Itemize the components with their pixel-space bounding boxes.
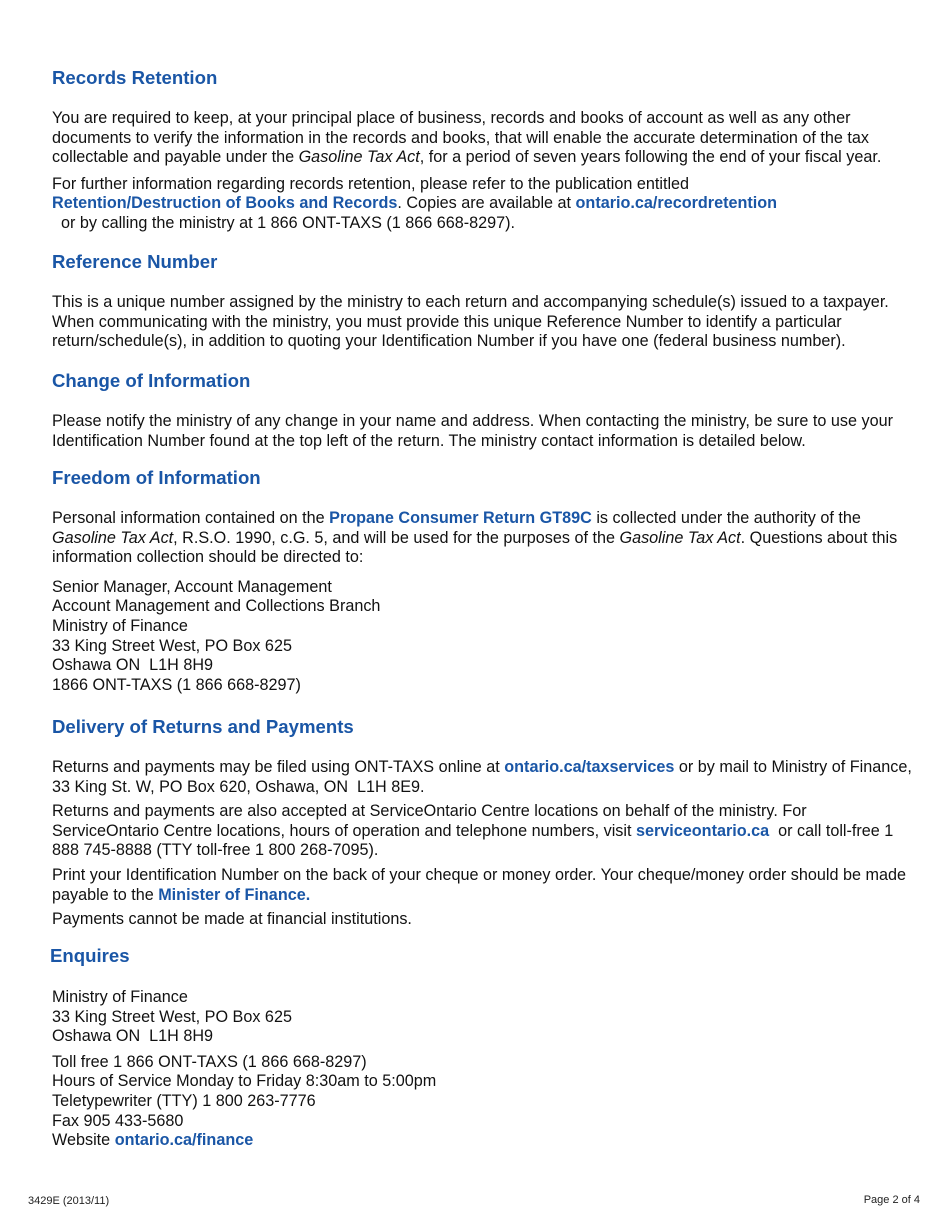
enquires-address-line: Ministry of Finance bbox=[52, 988, 188, 1006]
address-line: 33 King Street West, PO Box 625 bbox=[52, 636, 292, 655]
form-number: 3429E (2013/11) bbox=[28, 1195, 110, 1207]
records-retention-paragraph-2: For further information regarding records retention, please refer to the publication entitled Retention/Destruction of Books and Records. Copies are available at ontario.ca/recordretention or by calling the ministry at 1 866 ONT-TAXS (1 866 668-8297). bbox=[52, 174, 778, 232]
section-reference-number bbox=[52, 250, 912, 352]
serviceontario-link[interactable]: serviceontario.ca bbox=[635, 821, 770, 840]
heading-delivery: Delivery of Returns and Payments bbox=[52, 716, 354, 737]
section-freedom-of-information bbox=[52, 466, 912, 695]
records-retention-paragraph-1: You are required to keep, at your principal place of business, records and books of account as well as any other documents to verify the information in the records and books, that will enable the accurate determination of the tax collectable and payable under the Gasoline Tax Act, for a period of seven years following the end of your fiscal year. bbox=[52, 109, 882, 167]
reference-number-paragraph: This is a unique number assigned by the ministry to each return and accompanying schedule(s) issued to a taxpayer. When communicating with the ministry, you must provide this unique Reference Number to identify a particular return/schedule(s), in addition to quoting your Identification Number if you have one (federal business number). bbox=[52, 293, 889, 351]
enquires-address-line: Oshawa ON L1H 8H9 bbox=[52, 1027, 214, 1046]
taxservices-link[interactable]: ontario.ca/taxservices bbox=[504, 758, 675, 776]
enquires-contact-line: Hours of Service Monday to Friday 8:30am to 5:00pm bbox=[52, 1072, 437, 1091]
heading-reference-number: Reference Number bbox=[52, 251, 218, 272]
section-records-retention bbox=[52, 66, 912, 234]
finance-website-link[interactable]: ontario.ca/finance bbox=[114, 1131, 254, 1150]
heading-freedom-of-information: Freedom of Information bbox=[52, 467, 261, 488]
change-of-information-paragraph: Please notify the ministry of any change in your name and address. When contacting the ministry, be sure to use your Identification Number found at the top left of the return. The ministry contact information is detailed below. bbox=[52, 412, 893, 450]
delivery-paragraph-4: Payments cannot be made at financial institutions. bbox=[52, 910, 412, 929]
section-delivery bbox=[52, 715, 917, 930]
heading-change-of-information: Change of Information bbox=[52, 370, 251, 391]
recordretention-link[interactable]: ontario.ca/recordretention bbox=[575, 194, 778, 213]
freedom-of-information-paragraph: Personal information contained on the Propane Consumer Return GT89C is collected under the authority of the Gasoline Tax Act, R.S.O. 1990, c.G. 5, and will be used for the purposes of the Gasoline Tax Act. Questions about this information collection should be directed to: bbox=[52, 509, 898, 567]
enquires-contact-line: Fax 905 433-5680 bbox=[52, 1111, 184, 1130]
enquires-address-line: 33 King Street West, PO Box 625 bbox=[52, 1007, 292, 1026]
delivery-paragraph-1: Returns and payments may be filed using ONT-TAXS online at ontario.ca/taxservices or by mail to Ministry of Finance, 33 King St. W, PO Box 620, Oshawa, ON L1H 8E9. bbox=[52, 758, 917, 796]
address-line: Ministry of Finance bbox=[52, 616, 188, 635]
address-line: Account Management and Collections Branch bbox=[52, 597, 381, 616]
enquires-contact-line: Teletypewriter (TTY) 1 800 263-7776 bbox=[52, 1091, 316, 1110]
enquires-contact-line: Toll free 1 866 ONT-TAXS (1 866 668-8297) bbox=[52, 1052, 367, 1071]
address-line: Senior Manager, Account Management bbox=[52, 577, 332, 596]
delivery-paragraph-3: Print your Identification Number on the back of your cheque or money order. Your cheque/money order should be made payable to the Minister of Finance. bbox=[52, 865, 906, 904]
heading-enquires: Enquires bbox=[50, 945, 130, 966]
address-line: Oshawa ON L1H 8H9 bbox=[52, 656, 214, 675]
retention-destruction-link[interactable]: Retention/Destruction of Books and Records bbox=[52, 194, 398, 213]
propane-consumer-return-link[interactable]: Propane Consumer Return GT89C bbox=[329, 509, 592, 527]
minister-of-finance-link[interactable]: Minister of Finance. bbox=[158, 885, 311, 904]
delivery-paragraph-2: Returns and payments are also accepted at ServiceOntario Centre locations on behalf of the ministry. For ServiceOntario Centre locations, hours of operation and telephone numbers, visit serviceontario.ca or call toll-free 1 888 745-8888 (TTY toll-free 1 800 268-7095). bbox=[52, 802, 898, 860]
address-line: 1866 ONT-TAXS (1 866 668-8297) bbox=[52, 675, 301, 694]
section-change-of-information bbox=[52, 369, 912, 451]
enquires-body bbox=[52, 988, 912, 1151]
page-number: Page 2 of 4 bbox=[863, 1194, 920, 1206]
heading-records-retention: Records Retention bbox=[52, 67, 218, 88]
foi-address-block bbox=[52, 578, 912, 696]
enquires-website-line: Website ontario.ca/finance bbox=[52, 1131, 254, 1150]
section-enquires bbox=[50, 944, 910, 968]
